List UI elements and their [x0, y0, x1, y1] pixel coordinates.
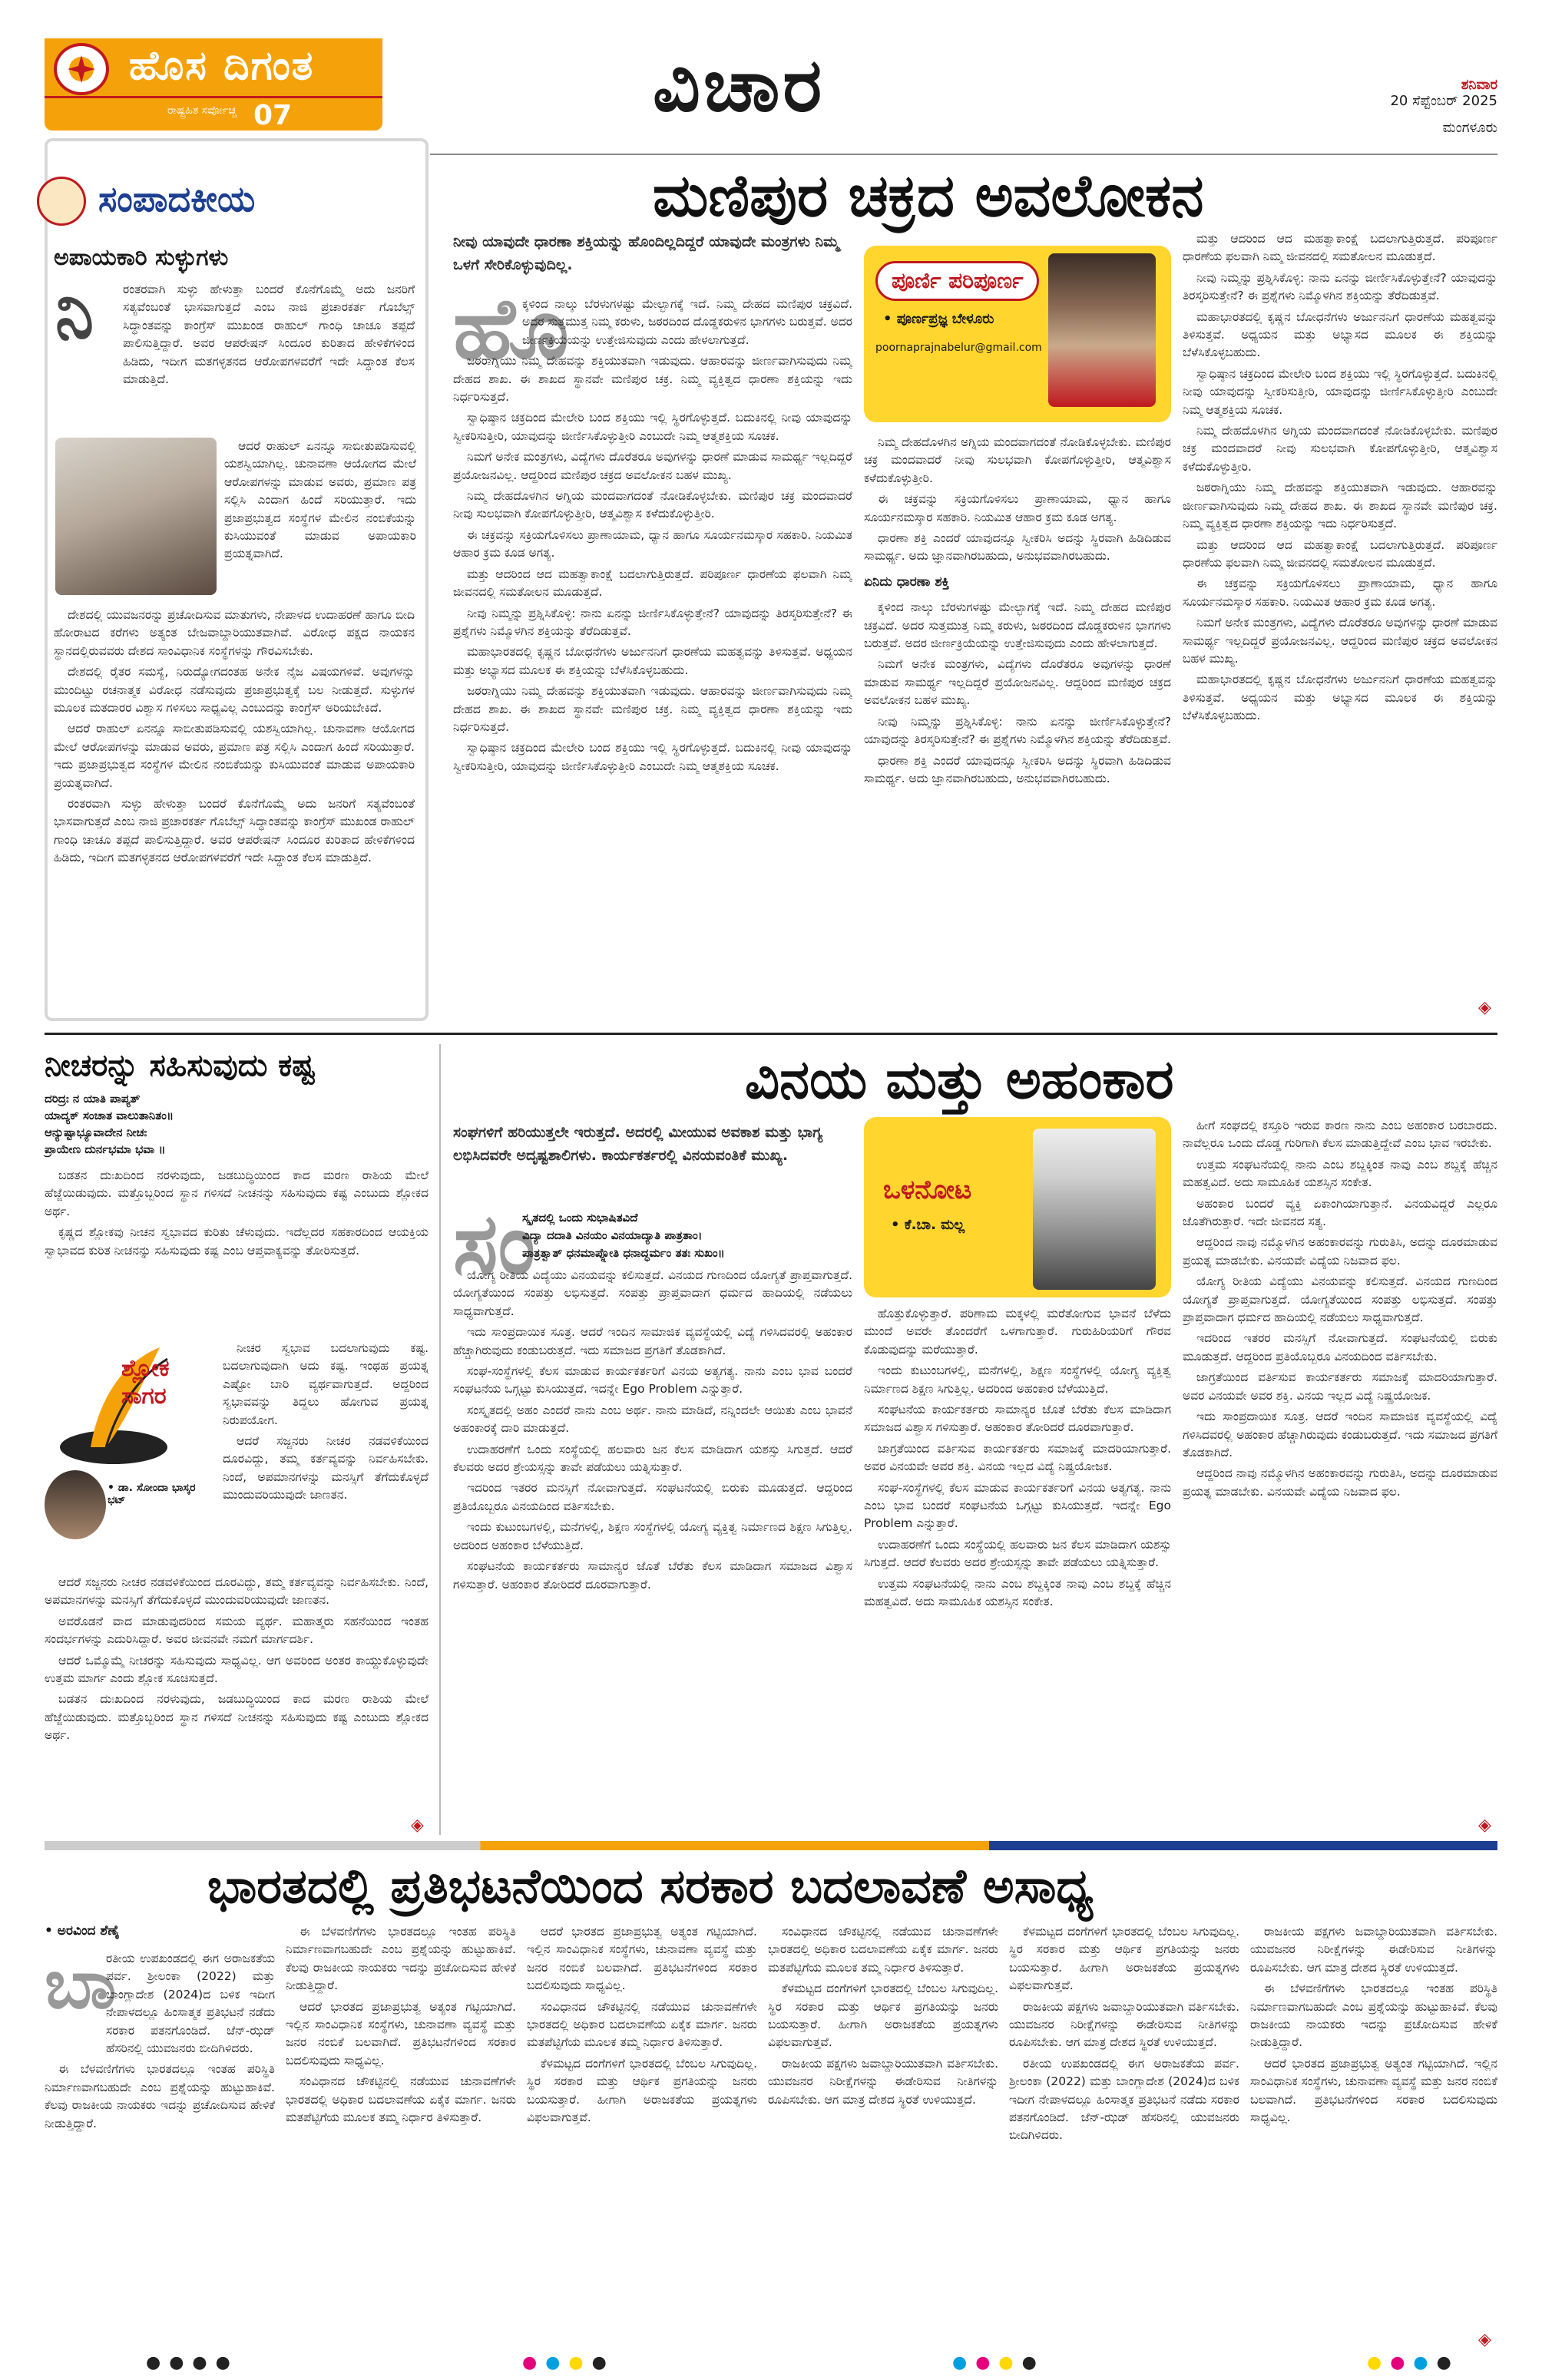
bharata-col4 [768, 1923, 998, 2349]
registration-dots: ● ● ● ● [146, 2353, 232, 2372]
article-end-icon: ◈ [1478, 1816, 1491, 1835]
registration-dots: ● ● ● ● [1367, 2353, 1453, 2372]
date-block [1390, 77, 1497, 136]
editorial-paragraph: ಆದರೆ ರಾಹುಲ್ ಏನನ್ನೂ ಸಾಬೀತುಪಡಿಸುವಲ್ಲಿ ಯಶಸ್ವಿಯಾಗಿಲ್ಲ. ಚುನಾವಣಾ ಆಯೋಗದ ಮೇಲೆ ಆರೋಪಗಳನ್ನು ಮಾಡುವ ಅವರು, ಪ್ರಮಾಣ ಪತ್ರ ಸಲ್ಲಿಸಿ ಎಂದಾಗ ಹಿಂದೆ ಸರಿಯುತ್ತಾರೆ. ಇದು ಪ್ರಜಾಪ್ರಭುತ್ವದ ಸಂಸ್ಥೆಗಳ ಮೇಲಿನ ನಂಬಿಕೆಯನ್ನು ಕುಸಿಯುವಂತೆ ಮಾಡುವ ಅಪಾಯಕಾರಿ ಪ್ರಯತ್ನವಾಗಿದೆ. [54, 722, 415, 790]
shloka-paragraph: ಅವರೊಡನೆ ವಾದ ಮಾಡುವುದರಿಂದ ಸಮಯ ವ್ಯರ್ಥ. ಮಹಾತ್ಮರು ಸಹನೆಯಿಂದ ಇಂತಹ ಸಂದರ್ಭಗಳನ್ನು ಎದುರಿಸಿದ್ದಾರೆ. ಅವರ ಜೀವನವೇ ನಮಗೆ ಮಾರ್ಗದರ್ಶಿ. [45, 1614, 429, 1647]
manipur-paragraph: ಸ್ವಾಧಿಷ್ಠಾನ ಚಕ್ರದಿಂದ ಮೇಲೇರಿ ಬಂದ ಶಕ್ತಿಯು ಇಲ್ಲಿ ಸ್ಥಿರಗೊಳ್ಳುತ್ತದೆ. ಬದುಕಿನಲ್ಲಿ ನೀವು ಯಾವುದನ್ನು ಸ್ವೀಕರಿಸುತ್ತೀರಿ, ಯಾವುದನ್ನು ಜೀರ್ಣಿಸಿಕೊಳ್ಳುತ್ತೀರಿ ಎಂಬುದೇ ನಿಮ್ಮ ಆತ್ಮಶಕ್ತಿಯ ಸೂಚಕ. [1183, 366, 1497, 417]
editorial-paragraph: ಆದರೆ ರಾಹುಲ್ ಏನನ್ನೂ ಸಾಬೀತುಪಡಿಸುವಲ್ಲಿ ಯಶಸ್ವಿಯಾಗಿಲ್ಲ. ಚುನಾವಣಾ ಆಯೋಗದ ಮೇಲೆ ಆರೋಪಗಳನ್ನು ಮಾಡುವ ಅವರು, ಪ್ರಮಾಣ ಪತ್ರ ಸಲ್ಲಿಸಿ ಎಂದಾಗ ಹಿಂದೆ ಸರಿಯುತ್ತಾರೆ. ಇದು ಪ್ರಜಾಪ್ರಭುತ್ವದ ಸಂಸ್ಥೆಗಳ ಮೇಲಿನ ನಂಬಿಕೆಯನ್ನು ಕುಸಿಯುವಂತೆ ಮಾಡುವ ಅಪಾಯಕಾರಿ ಪ್ರಯತ್ನವಾಗಿದೆ. [224, 439, 416, 561]
manipur-paragraph: ಜಠರಾಗ್ನಿಯು ನಿಮ್ಮ ದೇಹವನ್ನು ಶಕ್ತಿಯುತವಾಗಿ ಇಡುವುದು. ಆಹಾರವನ್ನು ಜೀರ್ಣವಾಗಿಸುವುದು ನಿಮ್ಮ ದೇಹದ ಶಾಖ. ಈ ಶಾಖದ ಸ್ಥಾನವೇ ಮಣಿಪುರ ಚಕ್ರ. ನಿಮ್ಮ ವ್ಯಕ್ತಿತ್ವದ ಧಾರಣಾ ಶಕ್ತಿಯನ್ನು ಇದು ನಿರ್ಧರಿಸುತ್ತದೆ. [453, 354, 852, 405]
manipur-paragraph: ಮಹಾಭಾರತದಲ್ಲಿ ಕೃಷ್ಣನ ಬೋಧನೆಗಳು ಅರ್ಜುನನಿಗೆ ಧಾರಣೆಯ ಮಹತ್ವವನ್ನು ತಿಳಿಸುತ್ತವೆ. ಅಧ್ಯಯನ ಮತ್ತು ಅಭ್ಯಾಸದ ಮೂಲಕ ಈ ಶಕ್ತಿಯನ್ನು ಬೆಳೆಸಿಕೊಳ್ಳಬಹುದು. [1183, 309, 1497, 360]
vinaya-paragraph: ಇದು ಸಾಂಪ್ರದಾಯಿಕ ಸೂತ್ರ. ಆದರೆ ಇಂದಿನ ಸಾಮಾಜಿಕ ವ್ಯವಸ್ಥೆಯಲ್ಲಿ ವಿದ್ಯೆ ಗಳಿಸಿದವರಲ್ಲಿ ಅಹಂಕಾರ ಹೆಚ್ಚಾಗಿರುವುದು ಕಂಡುಬರುತ್ತದೆ. ಇದು ಸಮಾಜದ ಪ್ರಗತಿಗೆ ತೊಡಕಾಗಿದೆ. [453, 1325, 852, 1357]
vinaya-paragraph: ಇದರಿಂದ ಇತರರ ಮನಸ್ಸಿಗೆ ನೋವಾಗುತ್ತದೆ. ಸಂಘಟನೆಯಲ್ಲಿ ಬಿರುಕು ಮೂಡುತ್ತದೆ. ಆದ್ದರಿಂದ ಪ್ರತಿಯೊಬ್ಬರೂ ವಿನಯದಿಂದ ವರ್ತಿಸಬೇಕು. [453, 1481, 852, 1513]
manipur-paragraph: ನೀವು ನಿಮ್ಮನ್ನು ಪ್ರಶ್ನಿಸಿಕೊಳ್ಳಿ: ನಾನು ಏನನ್ನು ಜೀರ್ಣಿಸಿಕೊಳ್ಳುತ್ತೇನೆ? ಯಾವುದನ್ನು ತಿರಸ್ಕರಿಸುತ್ತೇನೆ? ಈ ಪ್ರಶ್ನೆಗಳು ನಿಮ್ಮೊಳಗಿನ ಶಕ್ತಿಯನ್ನು ತೆರೆದಿಡುತ್ತವೆ. [453, 606, 852, 638]
shloka-side-text [223, 1340, 429, 1570]
bharata-headline: ಭಾರತದಲ್ಲಿ ಪ್ರತಿಭಟನೆಯಿಂದ ಸರಕಾರ ಬದಲಾವಣೆ ಅಸಾಧ್ಯ [207, 1858, 1094, 1914]
bharata-paragraph: ಆದರೆ ಭಾರತದ ಪ್ರಜಾಪ್ರಭುತ್ವ ಅತ್ಯಂತ ಗಟ್ಟಿಯಾಗಿದೆ. ಇಲ್ಲಿನ ಸಾಂವಿಧಾನಿಕ ಸಂಸ್ಥೆಗಳು, ಚುನಾವಣಾ ವ್ಯವಸ್ಥೆ ಮತ್ತು ಜನರ ನಂಬಿಕೆ ಬಲವಾಗಿದೆ. ಪ್ರತಿಭಟನೆಗಳಿಂದ ಸರಕಾರ ಬದಲಿಸುವುದು ಸಾಧ್ಯವಿಲ್ಲ. [286, 1999, 516, 2068]
registration-dots: ● ● ● ● [522, 2353, 608, 2372]
bharata-paragraph: ರತೀಯ ಉಪಖಂಡದಲ್ಲಿ ಈಗ ಅರಾಜಕತೆಯ ಪರ್ವ. ಶ್ರೀಲಂಕಾ (2022) ಮತ್ತು ಬಾಂಗ್ಲಾದೇಶ (2024)ದ ಬಳಿಕ ಇದೀಗ ನೇಪಾಳದಲ್ಲೂ ಹಿಂಸಾತ್ಮಕ ಪ್ರತಿಭಟನೆ ನಡೆದು ಸರಕಾರ ಪತನಗೊಂಡಿದೆ. ಜೆನ್-ಝಡ್ ಹೆಸರಿನಲ್ಲಿ ಯುವಜನರು ಬೀದಿಗಿಳಿದರು. [1009, 2056, 1239, 2143]
vinaya-paragraph: ಸಂಸ್ಕೃತದಲ್ಲಿ ಅಹಂ ಎಂದರೆ ನಾನು ಎಂಬ ಅರ್ಥ. ನಾನು ಮಾಡಿದೆ, ನನ್ನಿಂದಲೇ ಆಯಿತು ಎಂಬ ಭಾವನೆ ಅಹಂಕಾರಕ್ಕೆ ದಾರಿ ಮಾಡುತ್ತದೆ. [453, 1403, 852, 1436]
manipur-paragraph: ಮಹಾಭಾರತದಲ್ಲಿ ಕೃಷ್ಣನ ಬೋಧನೆಗಳು ಅರ್ಜುನನಿಗೆ ಧಾರಣೆಯ ಮಹತ್ವವನ್ನು ತಿಳಿಸುತ್ತವೆ. ಅಧ್ಯಯನ ಮತ್ತು ಅಭ್ಯಾಸದ ಮೂಲಕ ಈ ಶಕ್ತಿಯನ್ನು ಬೆಳೆಸಿಕೊಳ್ಳಬಹುದು. [1183, 673, 1497, 723]
manipur-paragraph: ನೀವು ನಿಮ್ಮನ್ನು ಪ್ರಶ್ನಿಸಿಕೊಳ್ಳಿ: ನಾನು ಏನನ್ನು ಜೀರ್ಣಿಸಿಕೊಳ್ಳುತ್ತೇನೆ? ಯಾವುದನ್ನು ತಿರಸ್ಕರಿಸುತ್ತೇನೆ? ಈ ಪ್ರಶ್ನೆಗಳು ನಿಮ್ಮೊಳಗಿನ ಶಕ್ತಿಯನ್ನು ತೆರೆದಿಡುತ್ತವೆ. [1183, 270, 1497, 303]
vinaya-paragraph: ಇಂದು ಕುಟುಂಬಗಳಲ್ಲಿ, ಮನೆಗಳಲ್ಲಿ, ಶಿಕ್ಷಣ ಸಂಸ್ಥೆಗಳಲ್ಲಿ ಯೋಗ್ಯ ವ್ಯಕ್ತಿತ್ವ ನಿರ್ಮಾಣದ ಶಿಕ್ಷಣ ಸಿಗುತ್ತಿಲ್ಲ. ಅದರಿಂದ ಅಹಂಕಾರ ಬೆಳೆಯುತ್ತಿದೆ. [864, 1364, 1171, 1396]
bharata-author: • ಅರವಿಂದ ಶೆಣೈ [45, 1923, 120, 1939]
section-title: ವಿಚಾರ [653, 42, 826, 128]
shloka-author-card [45, 1340, 213, 1570]
vinaya-paragraph: ಹೀಗೆ ಸಂಘದಲ್ಲಿ ಕಸ್ತೂರಿ ಇರುವ ಕಾರಣ ನಾನು ಎಂಬ ಅಹಂಕಾರ ಬರಬಾರದು. ನಾವೆಲ್ಲರೂ ಒಂದು ದೊಡ್ಡ ಗುರಿಗಾಗಿ ಕೆಲಸ ಮಾಡುತ್ತಿದ್ದೇವೆ ಎಂಬ ಭಾವ ಇರಬೇಕು. [1183, 1119, 1497, 1151]
shloka-paragraph: ಕೃಷ್ಣದ ಶ್ಲೋಕವು ನೀಚನ ಸ್ವಭಾವದ ಕುರಿತು ಚೆಳುವುದು. ಇದೆಲ್ಲದರ ಸಹಕಾರದಿಂದ ಆಯಕ್ತಿಯ ಸ್ವಾಭಾವದ ಕುರಿತ ನೀಚನನ್ನು ಸಹಿಸುವುದು ಕಷ್ಟ ಎಂಬ ಆಪ್ತವಾಕ್ಯವನ್ನು ತೋರಿಸುತ್ತದೆ. [45, 1225, 429, 1258]
vinaya-paragraph: ಆದ್ದರಿಂದ ನಾವು ನಮ್ಮೊಳಗಿನ ಅಹಂಕಾರವನ್ನು ಗುರುತಿಸಿ, ಅದನ್ನು ದೂರಮಾಡುವ ಪ್ರಯತ್ನ ಮಾಡಬೇಕು. ವಿನಯವೇ ವಿದ್ಯೆಯ ನಿಜವಾದ ಫಲ. [1183, 1235, 1497, 1268]
color-strip [45, 1841, 1497, 1850]
manipur-column-label: ಪೂರ್ಣಿ ಪರಿಪೂರ್ಣ [875, 261, 1039, 301]
shloka-paragraph: ಆದರೆ ಒಮ್ಮೊಮ್ಮೆ ನೀಚರನ್ನು ಸಹಿಸುವುದು ಸಾಧ್ಯವಿಲ್ಲ. ಆಗ ಅವರಿಂದ ಅಂತರ ಕಾಯ್ದುಕೊಳ್ಳುವುದೇ ಉತ್ತಮ ಮಾರ್ಗ ಎಂದು ಶ್ಲೋಕ ಸೂಚಿಸುತ್ತದೆ. [45, 1653, 429, 1686]
manipur-author-photo [1048, 253, 1156, 407]
vinaya-paragraph: ಆದ್ದರಿಂದ ನಾವು ನಮ್ಮೊಳಗಿನ ಅಹಂಕಾರವನ್ನು ಗುರುತಿಸಿ, ಅದನ್ನು ದೂರಮಾಡುವ ಪ್ರಯತ್ನ ಮಾಡಬೇಕು. ವಿನಯವೇ ವಿದ್ಯೆಯ ನಿಜವಾದ ಫಲ. [1183, 1466, 1497, 1499]
shloka-author-photo [45, 1470, 106, 1539]
bharata-paragraph: ರಾಜಕೀಯ ಪಕ್ಷಗಳು ಜವಾಬ್ದಾರಿಯುತವಾಗಿ ವರ್ತಿಸಬೇಕು. ಯುವಜನರ ನಿರೀಕ್ಷೆಗಳನ್ನು ಈಡೇರಿಸುವ ನೀತಿಗಳನ್ನು ರೂಪಿಸಬೇಕು. ಆಗ ಮಾತ್ರ ದೇಶದ ಸ್ಥಿರತೆ ಉಳಿಯುತ್ತದೆ. [1009, 1999, 1239, 2050]
bharata-col1 [45, 1950, 275, 2349]
vinaya-paragraph: ಜಾಗ್ರತೆಯಿಂದ ವರ್ತಿಸುವ ಕಾರ್ಯಕರ್ತರು ಸಮಾಜಕ್ಕೆ ಮಾದರಿಯಾಗುತ್ತಾರೆ. ಅವರ ವಿನಯವೇ ಅವರ ಶಕ್ತಿ. ವಿನಯ ಇಲ್ಲದ ವಿದ್ಯೆ ನಿಷ್ಪ್ರಯೋಜಕ. [864, 1441, 1171, 1474]
vinaya-headline: ವಿನಯ ಮತ್ತು ಅಹಂಕಾರ [745, 1048, 1174, 1111]
bharata-paragraph: ಕೆಳಮಟ್ಟದ ದಂಗೆಗಳಿಗೆ ಭಾರತದಲ್ಲಿ ಬೆಂಬಲ ಸಿಗುವುದಿಲ್ಲ. ಸ್ಥಿರ ಸರಕಾರ ಮತ್ತು ಆರ್ಥಿಕ ಪ್ರಗತಿಯನ್ನು ಜನರು ಬಯಸುತ್ತಾರೆ. ಹೀಗಾಗಿ ಅರಾಜಕತೆಯ ಪ್ರಯತ್ನಗಳು ವಿಫಲವಾಗುತ್ತವೆ. [768, 1982, 998, 2050]
vinaya-author-photo [1033, 1129, 1156, 1290]
editorial-emblem-icon [37, 177, 86, 226]
manipur-paragraph: ಜಠರಾಗ್ನಿಯು ನಿಮ್ಮ ದೇಹವನ್ನು ಶಕ್ತಿಯುತವಾಗಿ ಇಡುವುದು. ಆಹಾರವನ್ನು ಜೀರ್ಣವಾಗಿಸುವುದು ನಿಮ್ಮ ದೇಹದ ಶಾಖ. ಈ ಶಾಖದ ಸ್ಥಾನವೇ ಮಣಿಪುರ ಚಕ್ರ. ನಿಮ್ಮ ವ್ಯಕ್ತಿತ್ವದ ಧಾರಣಾ ಶಕ್ತಿಯನ್ನು ಇದು ನಿರ್ಧರಿಸುತ್ತದೆ. [453, 684, 852, 734]
shloka-paragraph: ನೀಚರ ಸ್ವಭಾವ ಬದಲಾಗುವುದು ಕಷ್ಟ. ಬದಲಾಗುವುದಾಗಿ ಅದು ಕಷ್ಟ. ಇಂಥಹ ಪ್ರಯತ್ನ ಎಷ್ಟೋ ಬಾರಿ ವ್ಯರ್ಥವಾಗುತ್ತದೆ. ಅದ್ದರಿಂದ ಸ್ವಭಾವವನ್ನು ತಿದ್ದಲು ಹೋಗುವ ಪ್ರಯತ್ನ ನಿರುಪಯೋಗ. [223, 1341, 429, 1427]
editorial-paragraph: ರಂತರವಾಗಿ ಸುಳ್ಳು ಹೇಳುತ್ತಾ ಬಂದರೆ ಕೊನೆಗೊಮ್ಮೆ ಅದು ಜನರಿಗೆ ಸತ್ಯವೆಂಬಂತೆ ಭಾಸವಾಗುತ್ತದೆ ಎಂಬ ನಾಜಿ ಪ್ರಚಾರಕರ್ತ ಗೊಬೆಲ್ಸ್ ಸಿದ್ಧಾಂತವನ್ನು ಕಾಂಗ್ರೆಸ್ ಮುಖಂಡ ರಾಹುಲ್ ಗಾಂಧಿ ಚಾಚೂ ತಪ್ಪದೆ ಪಾಲಿಸುತ್ತಿದ್ದಾರೆ. ಅವರ ಆಪರೇಷನ್ ಸಿಂದೂರ ಕುರಿತಾದ ಹೇಳಿಕೆಗಳಿಂದ ಹಿಡಿದು, ಇದೀಗ ಮತಗಳ್ಳತನದ ಆರೋಪಗಳವರೆಗೆ ಇದೇ ಸಿದ್ಧಾಂತ ಕೆಲಸ ಮಾಡುತ್ತಿದೆ. [54, 797, 415, 865]
vinaya-paragraph: ಜಾಗ್ರತೆಯಿಂದ ವರ್ತಿಸುವ ಕಾರ್ಯಕರ್ತರು ಸಮಾಜಕ್ಕೆ ಮಾದರಿಯಾಗುತ್ತಾರೆ. ಅವರ ವಿನಯವೇ ಅವರ ಶಕ್ತಿ. ವಿನಯ ಇಲ್ಲದ ವಿದ್ಯೆ ನಿಷ್ಪ್ರಯೋಜಕ. [1183, 1370, 1497, 1403]
rahul-gandhi-photo [55, 438, 217, 595]
vinaya-verse [522, 1209, 852, 1262]
page-number: 07 [253, 100, 293, 131]
manipur-paragraph: ಕ್ಕಳಿಂದ ನಾಲ್ಕು ಬೆರಳುಗಳಷ್ಟು ಮೇಲ್ಭಾಗಕ್ಕೆ ಇದೆ. ನಿಮ್ಮ ದೇಹದ ಮಣಿಪುರ ಚಕ್ರವಿದೆ. ಅದರ ಸುತ್ತಮುತ್ತ ನಿಮ್ಮ ಕರುಳು, ಜಠರದಿಂದ ದೊಡ್ಡಕರುಳಿನ ಭಾಗಗಳು ಬರುತ್ತವೆ. ಅದರ ಜೀರ್ಣಕ್ರಿಯೆಯನ್ನು ಉತ್ತೇಜಿಸುವುದು ಎಂದು ಹೇಳಲಾಗುತ್ತದೆ. [522, 297, 852, 347]
vinaya-paragraph: ಉತ್ತಮ ಸಂಘಟನೆಯಲ್ಲಿ ನಾನು ಎಂಬ ಶಬ್ದಕ್ಕಿಂತ ನಾವು ಎಂಬ ಶಬ್ದಕ್ಕೆ ಹೆಚ್ಚಿನ ಮಹತ್ವವಿದೆ. ಅದು ಸಾಮೂಹಿಕ ಯಶಸ್ಸಿನ ಸಂಕೇತ. [864, 1576, 1171, 1609]
vinaya-dropcap: ಸಂ [453, 1195, 536, 1293]
date-label: 20 ಸೆಪ್ಟೆಂಬರ್ 2025 [1390, 93, 1497, 109]
verse-line: ದರಿದ್ರಃ ನ ಯಾತಿ ಪಾಪ್ಯತ್ [45, 1092, 141, 1106]
bharata-paragraph: ಈ ಬೆಳವಣಿಗೆಗಳು ಭಾರತದಲ್ಲೂ ಇಂತಹ ಪರಿಸ್ಥಿತಿ ನಿರ್ಮಾಣವಾಗಬಹುದೇ ಎಂಬ ಪ್ರಶ್ನೆಯನ್ನು ಹುಟ್ಟುಹಾಕಿವೆ. ಕೆಲವು ರಾಜಕೀಯ ನಾಯಕರು ಇದನ್ನು ಪ್ರಚೋದಿಸುವ ಹೇಳಿಕೆ ನೀಡುತ್ತಿದ್ದಾರೆ. [45, 2062, 275, 2130]
shloka-paragraph: ಬಡತನ ದುಃಖದಿಂದ ನರಳುವುದು, ಜಡಬುದ್ಧಿಯಿಂದ ಕಾದ ಮರಣ ರಾಶಿಯ ಮೇಲೆ ಹೆಜ್ಜೆಯಿಡುವುದು. ಮತ್ತೊಬ್ಬರಿಂದ ಸ್ಥಾನ ಗಳಿಸದೆ ನೀಚನನ್ನು ಸಹಿಸುವುದು ಕಷ್ಟ ಎಂಬುದು ಶ್ಲೋಕದ ಅರ್ಥ. [45, 1169, 429, 1218]
shloka-author: • ಡಾ. ಸೋಂದಾ ಭಾಸ್ಕರ ಭಟ್ [108, 1482, 196, 1506]
bharata-paragraph: ಆದರೆ ಭಾರತದ ಪ್ರಜಾಪ್ರಭುತ್ವ ಅತ್ಯಂತ ಗಟ್ಟಿಯಾಗಿದೆ. ಇಲ್ಲಿನ ಸಾಂವಿಧಾನಿಕ ಸಂಸ್ಥೆಗಳು, ಚುನಾವಣಾ ವ್ಯವಸ್ಥೆ ಮತ್ತು ಜನರ ನಂಬಿಕೆ ಬಲವಾಗಿದೆ. ಪ್ರತಿಭಟನೆಗಳಿಂದ ಸರಕಾರ ಬದಲಿಸುವುದು ಸಾಧ್ಯವಿಲ್ಲ. [1250, 2056, 1497, 2125]
vinaya-column-label: ಒಳನೋಟ [883, 1175, 972, 1205]
masthead-rule [430, 154, 1497, 155]
bharata-paragraph: ಕೆಳಮಟ್ಟದ ದಂಗೆಗಳಿಗೆ ಭಾರತದಲ್ಲಿ ಬೆಂಬಲ ಸಿಗುವುದಿಲ್ಲ. ಸ್ಥಿರ ಸರಕಾರ ಮತ್ತು ಆರ್ಥಿಕ ಪ್ರಗತಿಯನ್ನು ಜನರು ಬಯಸುತ್ತಾರೆ. ಹೀಗಾಗಿ ಅರಾಜಕತೆಯ ಪ್ರಯತ್ನಗಳು ವಿಫಲವಾಗುತ್ತವೆ. [1009, 1925, 1239, 1993]
manipur-paragraph: ಈ ಚಕ್ರವನ್ನು ಸಕ್ರಿಯಗೊಳಿಸಲು ಪ್ರಾಣಾಯಾಮ, ಧ್ಯಾನ ಹಾಗೂ ಸೂರ್ಯನಮಸ್ಕಾರ ಸಹಕಾರಿ. ನಿಯಮಿತ ಆಹಾರ ಕ್ರಮ ಕೂಡ ಅಗತ್ಯ. [1183, 577, 1497, 609]
shloka-body [45, 1574, 429, 1835]
manipur-paragraph: ಸ್ವಾಧಿಷ್ಠಾನ ಚಕ್ರದಿಂದ ಮೇಲೇರಿ ಬಂದ ಶಕ್ತಿಯು ಇಲ್ಲಿ ಸ್ಥಿರಗೊಳ್ಳುತ್ತದೆ. ಬದುಕಿನಲ್ಲಿ ನೀವು ಯಾವುದನ್ನು ಸ್ವೀಕರಿಸುತ್ತೀರಿ, ಯಾವುದನ್ನು ಜೀರ್ಣಿಸಿಕೊಳ್ಳುತ್ತೀರಿ ಎಂಬುದೇ ನಿಮ್ಮ ಆತ್ಮಶಕ್ತಿಯ ಸೂಚಕ. [453, 741, 852, 773]
vinaya-paragraph: ಇಂದು ಕುಟುಂಬಗಳಲ್ಲಿ, ಮನೆಗಳಲ್ಲಿ, ಶಿಕ್ಷಣ ಸಂಸ್ಥೆಗಳಲ್ಲಿ ಯೋಗ್ಯ ವ್ಯಕ್ತಿತ್ವ ನಿರ್ಮಾಣದ ಶಿಕ್ಷಣ ಸಿಗುತ್ತಿಲ್ಲ. ಅದರಿಂದ ಅಹಂಕಾರ ಬೆಳೆಯುತ್ತಿದೆ. [453, 1520, 852, 1552]
shloka-paragraph: ಆದರೆ ಸಜ್ಜನರು ನೀಚರ ನಡವಳಿಕೆಯಿಂದ ದೂರವಿದ್ದು, ತಮ್ಮ ಕರ್ತವ್ಯವನ್ನು ನಿರ್ವಹಿಸಬೇಕು. ನಿಂದೆ, ಅಪಮಾನಗಳನ್ನು ಮನಸ್ಸಿಗೆ ತೆಗೆದುಕೊಳ್ಳದೆ ಮುಂದುವರಿಯುವುದೇ ಜಾಣತನ. [45, 1575, 429, 1608]
bharata-dropcap: ಬಾ [45, 1944, 117, 2025]
bharata-paragraph: ಸಂವಿಧಾನದ ಚೌಕಟ್ಟಿನಲ್ಲಿ ನಡೆಯುವ ಚುನಾವಣೆಗಳೇ ಭಾರತದಲ್ಲಿ ಅಧಿಕಾರ ಬದಲಾವಣೆಯ ಏಕೈಕ ಮಾರ್ಗ. ಜನರು ಮತಪೆಟ್ಟಿಗೆಯ ಮೂಲಕ ತಮ್ಮ ನಿರ್ಧಾರ ತಿಳಿಸುತ್ತಾರೆ. [286, 2074, 516, 2125]
manipur-paragraph: ನೀವು ನಿಮ್ಮನ್ನು ಪ್ರಶ್ನಿಸಿಕೊಳ್ಳಿ: ನಾನು ಏನನ್ನು ಜೀರ್ಣಿಸಿಕೊಳ್ಳುತ್ತೇನೆ? ಯಾವುದನ್ನು ತಿರಸ್ಕರಿಸುತ್ತೇನೆ? ಈ ಪ್ರಶ್ನೆಗಳು ನಿಮ್ಮೊಳಗಿನ ಶಕ್ತಿಯನ್ನು ತೆರೆದಿಡುತ್ತವೆ. [864, 714, 1171, 747]
manipur-email: poornaprajnabelur@gmail.com [875, 342, 1042, 354]
bharata-paragraph: ರಾಜಕೀಯ ಪಕ್ಷಗಳು ಜವಾಬ್ದಾರಿಯುತವಾಗಿ ವರ್ತಿಸಬೇಕು. ಯುವಜನರ ನಿರೀಕ್ಷೆಗಳನ್ನು ಈಡೇರಿಸುವ ನೀತಿಗಳನ್ನು ರೂಪಿಸಬೇಕು. ಆಗ ಮಾತ್ರ ದೇಶದ ಸ್ಥಿರತೆ ಉಳಿಯುತ್ತದೆ. [768, 2056, 998, 2107]
vinaya-paragraph: ಉದಾಹರಣೆಗೆ ಒಂದು ಸಂಸ್ಥೆಯಲ್ಲಿ ಹಲವಾರು ಜನ ಕೆಲಸ ಮಾಡಿದಾಗ ಯಶಸ್ಸು ಸಿಗುತ್ತದೆ. ಆದರೆ ಕೆಲವರು ಅದರ ಶ್ರೇಯಸ್ಸನ್ನು ತಾವೇ ಪಡೆಯಲು ಯತ್ನಿಸುತ್ತಾರೆ. [453, 1442, 852, 1475]
shloka-heading: ನೀಚರನ್ನು ಸಹಿಸುವುದು ಕಷ್ಟ [45, 1048, 316, 1083]
vinaya-paragraph: ಇದು ಸಾಂಪ್ರದಾಯಿಕ ಸೂತ್ರ. ಆದರೆ ಇಂದಿನ ಸಾಮಾಜಿಕ ವ್ಯವಸ್ಥೆಯಲ್ಲಿ ವಿದ್ಯೆ ಗಳಿಸಿದವರಲ್ಲಿ ಅಹಂಕಾರ ಹೆಚ್ಚಾಗಿರುವುದು ಕಂಡುಬರುತ್ತದೆ. ಇದು ಸಮಾಜದ ಪ್ರಗತಿಗೆ ತೊಡಕಾಗಿದೆ. [1183, 1410, 1497, 1459]
bharata-col5 [1009, 1923, 1239, 2349]
editorial-body-3 [54, 607, 415, 1013]
manipur-paragraph: ಮಹಾಭಾರತದಲ್ಲಿ ಕೃಷ್ಣನ ಬೋಧನೆಗಳು ಅರ್ಜುನನಿಗೆ ಧಾರಣೆಯ ಮಹತ್ವವನ್ನು ತಿಳಿಸುತ್ತವೆ. ಅಧ್ಯಯನ ಮತ್ತು ಅಭ್ಯಾಸದ ಮೂಲಕ ಈ ಶಕ್ತಿಯನ್ನು ಬೆಳೆಸಿಕೊಳ್ಳಬಹುದು. [453, 645, 852, 677]
vinaya-paragraph: ಉದಾಹರಣೆಗೆ ಒಂದು ಸಂಸ್ಥೆಯಲ್ಲಿ ಹಲವಾರು ಜನ ಕೆಲಸ ಮಾಡಿದಾಗ ಯಶಸ್ಸು ಸಿಗುತ್ತದೆ. ಆದರೆ ಕೆಲವರು ಅದರ ಶ್ರೇಯಸ್ಸನ್ನು ತಾವೇ ಪಡೆಯಲು ಯತ್ನಿಸುತ್ತಾರೆ. [864, 1537, 1171, 1570]
vinaya-paragraph: ಉತ್ತಮ ಸಂಘಟನೆಯಲ್ಲಿ ನಾನು ಎಂಬ ಶಬ್ದಕ್ಕಿಂತ ನಾವು ಎಂಬ ಶಬ್ದಕ್ಕೆ ಹೆಚ್ಚಿನ ಮಹತ್ವವಿದೆ. ಅದು ಸಾಮೂಹಿಕ ಯಶಸ್ಸಿನ ಸಂಕೇತ. [1183, 1157, 1497, 1190]
bharata-paragraph: ಸಂವಿಧಾನದ ಚೌಕಟ್ಟಿನಲ್ಲಿ ನಡೆಯುವ ಚುನಾವಣೆಗಳೇ ಭಾರತದಲ್ಲಿ ಅಧಿಕಾರ ಬದಲಾವಣೆಯ ಏಕೈಕ ಮಾರ್ಗ. ಜನರು ಮತಪೆಟ್ಟಿಗೆಯ ಮೂಲಕ ತಮ್ಮ ನಿರ್ಧಾರ ತಿಳಿಸುತ್ತಾರೆ. [768, 1925, 998, 1975]
column-divider [439, 1044, 441, 1835]
bharata-paragraph: ರಾಜಕೀಯ ಪಕ್ಷಗಳು ಜವಾಬ್ದಾರಿಯುತವಾಗಿ ವರ್ತಿಸಬೇಕು. ಯುವಜನರ ನಿರೀಕ್ಷೆಗಳನ್ನು ಈಡೇರಿಸುವ ನೀತಿಗಳನ್ನು ರೂಪಿಸಬೇಕು. ಆಗ ಮಾತ್ರ ದೇಶದ ಸ್ಥಿರತೆ ಉಳಿಯುತ್ತದೆ. [1250, 1925, 1497, 1975]
verse-line: ಪ್ರಾಯೇಣ ದುರ್ನಭಮಾ ಭವಾ ॥ [45, 1142, 166, 1156]
verse-line: ವಿದ್ಯಾ ದದಾತಿ ವಿನಯಂ ವಿನಯಾದ್ಯಾತಿ ಪಾತ್ರತಾಂ। [522, 1228, 703, 1242]
manipur-author: • ಪೂರ್ಣಪ್ರಜ್ಞ ಬೇಳೂರು [883, 311, 994, 327]
editorial-heading: ಅಪಾಯಕಾರಿ ಸುಳ್ಳುಗಳು [54, 244, 229, 271]
bharata-col2 [286, 1923, 516, 2349]
manipur-paragraph: ಸ್ವಾಧಿಷ್ಠಾನ ಚಕ್ರದಿಂದ ಮೇಲೇರಿ ಬಂದ ಶಕ್ತಿಯು ಇಲ್ಲಿ ಸ್ಥಿರಗೊಳ್ಳುತ್ತದೆ. ಬದುಕಿನಲ್ಲಿ ನೀವು ಯಾವುದನ್ನು ಸ್ವೀಕರಿಸುತ್ತೀರಿ, ಯಾವುದನ್ನು ಜೀರ್ಣಿಸಿಕೊಳ್ಳುತ್ತೀರಿ ಎಂಬುದೇ ನಿಮ್ಮ ಆತ್ಮಶಕ್ತಿಯ ಸೂಚಕ. [453, 411, 852, 443]
manipur-paragraph: ನಿಮ್ಮ ದೇಹದೊಳಗಿನ ಅಗ್ನಿಯ ಮಂದವಾಗದಂತೆ ನೋಡಿಕೊಳ್ಳಬೇಕು. ಮಣಿಪುರ ಚಕ್ರ ಮಂದವಾದರೆ ನೀವು ಸುಲಭವಾಗಿ ಕೋಪಗೊಳ್ಳುತ್ತೀರಿ, ಆತ್ಮವಿಶ್ವಾಸ ಕಳೆದುಕೊಳ್ಳುತ್ತೀರಿ. [864, 435, 1171, 485]
manipur-col1 [453, 296, 852, 1017]
vinaya-paragraph: ಇದರಿಂದ ಇತರರ ಮನಸ್ಸಿಗೆ ನೋವಾಗುತ್ತದೆ. ಸಂಘಟನೆಯಲ್ಲಿ ಬಿರುಕು ಮೂಡುತ್ತದೆ. ಆದ್ದರಿಂದ ಪ್ರತಿಯೊಬ್ಬರೂ ವಿನಯದಿಂದ ವರ್ತಿಸಬೇಕು. [1183, 1331, 1497, 1364]
shloka-column-label: ಶ್ಲೋಕ ಸಾಗರ [121, 1355, 170, 1410]
vinaya-author: • ಕೆ.ಬಾ. ಮಲ್ಲ [891, 1217, 965, 1233]
editorial-paragraph: ದೇಶದಲ್ಲಿ ಯುವಜನರನ್ನು ಪ್ರಚೋದಿಸುವ ಮಾತುಗಳು, ನೇಪಾಳದ ಉದಾಹರಣೆ ಹಾಗೂ ಬೀದಿ ಹೋರಾಟದ ಕರೆಗಳು ಅತ್ಯಂತ ಬೇಜವಾಬ್ದಾರಿಯುತವಾಗಿವೆ. ವಿರೋಧ ಪಕ್ಷದ ನಾಯಕನ ಸ್ಥಾನದಲ್ಲಿರುವವರು ದೇಶದ ಸಾಂವಿಧಾನಿಕ ಸಂಸ್ಥೆಗಳನ್ನು ಗೌರವಿಸಬೇಕು. [54, 608, 415, 658]
vinaya-blurb: ಸಂಘಗಳಿಗೆ ಹರಿಯುತ್ತಲೇ ಇರುತ್ತದೆ. ಅದರಲ್ಲಿ ಮೀಯುವ ಅವಕಾಶ ಮತ್ತು ಭಾಗ್ಯ ಲಭಿಸಿದವರೇ ಅದೃಷ್ಟಶಾಲಿಗಳು. ಕಾರ್ಯಕರ್ತರಲ್ಲಿ ವಿನಯವಂತಿಕೆ ಮುಖ್ಯ. [453, 1124, 823, 1164]
article-end-icon: ◈ [411, 1816, 424, 1835]
manipur-paragraph: ಮತ್ತು ಆದರಿಂದ ಆದ ಮಹತ್ವಾಕಾಂಕ್ಷೆ ಬದಲಾಗುತ್ತಿರುತ್ತದೆ. ಪರಿಪೂರ್ಣ ಧಾರಣೆಯ ಫಲವಾಗಿ ನಿಮ್ಮ ಜೀವನದಲ್ಲಿ ಸಮತೋಲನ ಮೂಡುತ್ತದೆ. [1183, 232, 1497, 264]
logo-tagline: ರಾಷ್ಟ್ರಹಿತ ಸರ್ವೋಚ್ಚ [167, 104, 237, 117]
editorial-label: ಸಂಪಾದಕೀಯ [98, 178, 256, 220]
bharata-col6 [1250, 1923, 1497, 2349]
manipur-paragraph: ಧಾರಣಾ ಶಕ್ತಿ ಎಂದರೆ ಯಾವುದನ್ನೂ ಸ್ವೀಕರಿಸಿ ಅದನ್ನು ಸ್ಥಿರವಾಗಿ ಹಿಡಿದಿಡುವ ಸಾಮರ್ಥ್ಯ. ಅದು ಜ್ಞಾನವಾಗಿರಬಹುದು, ಅನುಭವವಾಗಿರಬಹುದು. [864, 531, 1171, 564]
manipur-paragraph: ನಿಮ್ಮ ದೇಹದೊಳಗಿನ ಅಗ್ನಿಯ ಮಂದವಾಗದಂತೆ ನೋಡಿಕೊಳ್ಳಬೇಕು. ಮಣಿಪುರ ಚಕ್ರ ಮಂದವಾದರೆ ನೀವು ಸುಲಭವಾಗಿ ಕೋಪಗೊಳ್ಳುತ್ತೀರಿ, ಆತ್ಮವಿಶ್ವಾಸ ಕಳೆದುಕೊಳ್ಳುತ್ತೀರಿ. [453, 489, 852, 521]
vinaya-col2 [864, 1305, 1171, 1835]
manipur-paragraph: ಮತ್ತು ಆದರಿಂದ ಆದ ಮಹತ್ವಾಕಾಂಕ್ಷೆ ಬದಲಾಗುತ್ತಿರುತ್ತದೆ. ಪರಿಪೂರ್ಣ ಧಾರಣೆಯ ಫಲವಾಗಿ ನಿಮ್ಮ ಜೀವನದಲ್ಲಿ ಸಮತೋಲನ ಮೂಡುತ್ತದೆ. [1183, 537, 1497, 570]
section-divider [45, 1033, 1497, 1035]
masthead-logo [45, 38, 382, 131]
manipur-paragraph: ನಿಮಗೆ ಅನೇಕ ಮಂತ್ರಗಳು, ವಿದ್ಯೆಗಳು ದೊರೆತರೂ ಅವುಗಳನ್ನು ಧಾರಣೆ ಮಾಡುವ ಸಾಮರ್ಥ್ಯ ಇಲ್ಲದಿದ್ದರೆ ಪ್ರಯೋಜನವಿಲ್ಲ. ಆದ್ದರಿಂದ ಮಣಿಪುರ ಚಕ್ರದ ಅವಲೋಕನ ಬಹಳ ಮುಖ್ಯ. [1183, 616, 1497, 666]
vinaya-paragraph: ಹೊತ್ತುಕೊಳ್ಳುತ್ತಾರೆ. ಪರಿಣಾಮ ಮಕ್ಕಳಲ್ಲಿ ಮರೆತೋಗುವ ಭಾವನೆ ಬೆಳೆದು ಮುಂದೆ ಅವರೇ ತೊಂದರೆಗೆ ಒಳಗಾಗುತ್ತಾರೆ. ಗುರುಹಿರಿಯರಿಗೆ ಗೌರವ ಕೊಡುವುದನ್ನು ಮರೆಯುತ್ತಾರೆ. [864, 1307, 1171, 1357]
shloka-verse [45, 1090, 429, 1158]
manipur-col2 [864, 434, 1171, 1017]
vinaya-col1 [453, 1267, 852, 1835]
manipur-paragraph: ಜಠರಾಗ್ನಿಯು ನಿಮ್ಮ ದೇಹವನ್ನು ಶಕ್ತಿಯುತವಾಗಿ ಇಡುವುದು. ಆಹಾರವನ್ನು ಜೀರ್ಣವಾಗಿಸುವುದು ನಿಮ್ಮ ದೇಹದ ಶಾಖ. ಈ ಶಾಖದ ಸ್ಥಾನವೇ ಮಣಿಪುರ ಚಕ್ರ. ನಿಮ್ಮ ವ್ಯಕ್ತಿತ್ವದ ಧಾರಣಾ ಶಕ್ತಿಯನ್ನು ಇದು ನಿರ್ಧರಿಸುತ್ತದೆ. [1183, 481, 1497, 531]
verse-line: ಯಾದ್ಯಕ್ ಸಂಚಾತ ವಾಲುತಾನಿತಂ॥ [45, 1109, 174, 1122]
logo-text: ಹೊಸ ದಿಗಂತ [129, 43, 315, 89]
vinaya-col3 [1183, 1117, 1497, 1835]
newspaper-emblem-icon [54, 43, 109, 95]
manipur-subhead: ಏನಿದು ಧಾರಣಾ ಶಕ್ತಿ [864, 574, 950, 590]
bharata-paragraph: ರತೀಯ ಉಪಖಂಡದಲ್ಲಿ ಈಗ ಅರಾಜಕತೆಯ ಪರ್ವ. ಶ್ರೀಲಂಕಾ (2022) ಮತ್ತು ಬಾಂಗ್ಲಾದೇಶ (2024)ದ ಬಳಿಕ ಇದೀಗ ನೇಪಾಳದಲ್ಲೂ ಹಿಂಸಾತ್ಮಕ ಪ್ರತಿಭಟನೆ ನಡೆದು ಸರಕಾರ ಪತನಗೊಂಡಿದೆ. ಜೆನ್-ಝಡ್ ಹೆಸರಿನಲ್ಲಿ ಯುವಜನರು ಬೀದಿಗಿಳಿದರು. [106, 1952, 275, 2056]
vinaya-paragraph: ಅಹಂಕಾರ ಬಂದರೆ ವ್ಯಕ್ತಿ ಏಕಾಂಗಿಯಾಗುತ್ತಾನೆ. ವಿನಯವಿದ್ದರೆ ಎಲ್ಲರೂ ಜೊತೆಗಿರುತ್ತಾರೆ. ಇದೇ ಜೀವನದ ಸತ್ಯ. [1183, 1196, 1497, 1229]
manipur-paragraph: ಮತ್ತು ಆದರಿಂದ ಆದ ಮಹತ್ವಾಕಾಂಕ್ಷೆ ಬದಲಾಗುತ್ತಿರುತ್ತದೆ. ಪರಿಪೂರ್ಣ ಧಾರಣೆಯ ಫಲವಾಗಿ ನಿಮ್ಮ ಜೀವನದಲ್ಲಿ ಸಮತೋಲನ ಮೂಡುತ್ತದೆ. [453, 567, 852, 600]
bharata-paragraph: ಆದರೆ ಭಾರತದ ಪ್ರಜಾಪ್ರಭುತ್ವ ಅತ್ಯಂತ ಗಟ್ಟಿಯಾಗಿದೆ. ಇಲ್ಲಿನ ಸಾಂವಿಧಾನಿಕ ಸಂಸ್ಥೆಗಳು, ಚುನಾವಣಾ ವ್ಯವಸ್ಥೆ ಮತ್ತು ಜನರ ನಂಬಿಕೆ ಬಲವಾಗಿದೆ. ಪ್ರತಿಭಟನೆಗಳಿಂದ ಸರಕಾರ ಬದಲಿಸುವುದು ಸಾಧ್ಯವಿಲ್ಲ. [527, 1925, 757, 1993]
manipur-headline: ಮಣಿಪುರ ಚಕ್ರದ ಅವಲೋಕನ [653, 161, 1204, 230]
manipur-paragraph: ಧಾರಣಾ ಶಕ್ತಿ ಎಂದರೆ ಯಾವುದನ್ನೂ ಸ್ವೀಕರಿಸಿ ಅದನ್ನು ಸ್ಥಿರವಾಗಿ ಹಿಡಿದಿಡುವ ಸಾಮರ್ಥ್ಯ. ಅದು ಜ್ಞಾನವಾಗಿರಬಹುದು, ಅನುಭವವಾಗಿರಬಹುದು. [864, 753, 1171, 785]
vinaya-paragraph: ಸಂಘ-ಸಂಸ್ಥೆಗಳಲ್ಲಿ ಕೆಲಸ ಮಾಡುವ ಕಾರ್ಯಕರ್ತರಿಗೆ ವಿನಯ ಅತ್ಯಗತ್ಯ. ನಾನು ಎಂಬ ಭಾವ ಬಂದರೆ ಸಂಘಟನೆಯ ಒಗ್ಗಟ್ಟು ಕುಸಿಯುತ್ತದೆ. ಇದನ್ನೇ Ego Problem ಎನ್ನುತ್ತಾರೆ. [864, 1480, 1171, 1531]
bharata-paragraph: ಕೆಳಮಟ್ಟದ ದಂಗೆಗಳಿಗೆ ಭಾರತದಲ್ಲಿ ಬೆಂಬಲ ಸಿಗುವುದಿಲ್ಲ. ಸ್ಥಿರ ಸರಕಾರ ಮತ್ತು ಆರ್ಥಿಕ ಪ್ರಗತಿಯನ್ನು ಜನರು ಬಯಸುತ್ತಾರೆ. ಹೀಗಾಗಿ ಅರಾಜಕತೆಯ ಪ್ರಯತ್ನಗಳು ವಿಫಲವಾಗುತ್ತವೆ. [527, 2056, 757, 2125]
vinaya-paragraph: ಯೋಗ್ಯ ರೀತಿಯ ವಿದ್ಯೆಯು ವಿನಯವನ್ನು ಕಲಿಸುತ್ತದೆ. ವಿನಯದ ಗುಣದಿಂದ ಯೋಗ್ಯತೆ ಪ್ರಾಪ್ತವಾಗುತ್ತದೆ. ಯೋಗ್ಯತೆಯಿಂದ ಸಂಪತ್ತು ಲಭಿಸುತ್ತದೆ. ಸಂಪತ್ತು ಪ್ರಾಪ್ತವಾದಾಗ ಧರ್ಮದ ಹಾದಿಯಲ್ಲಿ ನಡೆಯಲು ಸಾಧ್ಯವಾಗುತ್ತದೆ. [453, 1268, 852, 1318]
manipur-paragraph: ನಿಮಗೆ ಅನೇಕ ಮಂತ್ರಗಳು, ವಿದ್ಯೆಗಳು ದೊರೆತರೂ ಅವುಗಳನ್ನು ಧಾರಣೆ ಮಾಡುವ ಸಾಮರ್ಥ್ಯ ಇಲ್ಲದಿದ್ದರೆ ಪ್ರಯೋಜನವಿಲ್ಲ. ಆದ್ದರಿಂದ ಮಣಿಪುರ ಚಕ್ರದ ಅವಲೋಕನ ಬಹಳ ಮುಖ್ಯ. [453, 450, 852, 482]
day-label: ಶನಿವಾರ [1461, 77, 1497, 93]
shloka-paragraph: ಆದರೆ ಸಜ್ಜನರು ನೀಚರ ನಡವಳಿಕೆಯಿಂದ ದೂರವಿದ್ದು, ತಮ್ಮ ಕರ್ತವ್ಯವನ್ನು ನಿರ್ವಹಿಸಬೇಕು. ನಿಂದೆ, ಅಪಮಾನಗಳನ್ನು ಮನಸ್ಸಿಗೆ ತೆಗೆದುಕೊಳ್ಳದೆ ಮುಂದುವರಿಯುವುದೇ ಜಾಣತನ. [223, 1434, 429, 1502]
article-end-icon: ◈ [1478, 2330, 1491, 2349]
manipur-paragraph: ಕ್ಕಳಿಂದ ನಾಲ್ಕು ಬೆರಳುಗಳಷ್ಟು ಮೇಲ್ಭಾಗಕ್ಕೆ ಇದೆ. ನಿಮ್ಮ ದೇಹದ ಮಣಿಪುರ ಚಕ್ರವಿದೆ. ಅದರ ಸುತ್ತಮುತ್ತ ನಿಮ್ಮ ಕರುಳು, ಜಠರದಿಂದ ದೊಡ್ಡಕರುಳಿನ ಭಾಗಗಳು ಬರುತ್ತವೆ. ಅದರ ಜೀರ್ಣಕ್ರಿಯೆಯನ್ನು ಉತ್ತೇಜಿಸುವುದು ಎಂದು ಹೇಳಲಾಗುತ್ತದೆ. [864, 600, 1171, 651]
manipur-paragraph: ನಿಮಗೆ ಅನೇಕ ಮಂತ್ರಗಳು, ವಿದ್ಯೆಗಳು ದೊರೆತರೂ ಅವುಗಳನ್ನು ಧಾರಣೆ ಮಾಡುವ ಸಾಮರ್ಥ್ಯ ಇಲ್ಲದಿದ್ದರೆ ಪ್ರಯೋಜನವಿಲ್ಲ. ಆದ್ದರಿಂದ ಮಣಿಪುರ ಚಕ್ರದ ಅವಲೋಕನ ಬಹಳ ಮುಖ್ಯ. [864, 657, 1171, 708]
edition-label: ಮಂಗಳೂರು [1442, 120, 1497, 136]
verse-line: ಪಾತ್ರತ್ವಾತ್ ಧನಮಾಪ್ನೋತಿ ಧನಾದ್ಧರ್ಮಂ ತತಃ ಸುಖಂ॥ [522, 1246, 725, 1260]
bharata-col3 [527, 1923, 757, 2349]
verse-line: ಆನ್ಯುಷ್ಟಾಭ್ಯೂವಾದೇನ ನೀಚಃ [45, 1126, 147, 1139]
bharata-paragraph: ಈ ಬೆಳವಣಿಗೆಗಳು ಭಾರತದಲ್ಲೂ ಇಂತಹ ಪರಿಸ್ಥಿತಿ ನಿರ್ಮಾಣವಾಗಬಹುದೇ ಎಂಬ ಪ್ರಶ್ನೆಯನ್ನು ಹುಟ್ಟುಹಾಕಿವೆ. ಕೆಲವು ರಾಜಕೀಯ ನಾಯಕರು ಇದನ್ನು ಪ್ರಚೋದಿಸುವ ಹೇಳಿಕೆ ನೀಡುತ್ತಿದ್ದಾರೆ. [1250, 1982, 1497, 2050]
manipur-paragraph: ನಿಮ್ಮ ದೇಹದೊಳಗಿನ ಅಗ್ನಿಯ ಮಂದವಾಗದಂತೆ ನೋಡಿಕೊಳ್ಳಬೇಕು. ಮಣಿಪುರ ಚಕ್ರ ಮಂದವಾದರೆ ನೀವು ಸುಲಭವಾಗಿ ಕೋಪಗೊಳ್ಳುತ್ತೀರಿ, ಆತ್ಮವಿಶ್ವಾಸ ಕಳೆದುಕೊಳ್ಳುತ್ತೀರಿ. [1183, 424, 1497, 474]
manipur-paragraph: ಈ ಚಕ್ರವನ್ನು ಸಕ್ರಿಯಗೊಳಿಸಲು ಪ್ರಾಣಾಯಾಮ, ಧ್ಯಾನ ಹಾಗೂ ಸೂರ್ಯನಮಸ್ಕಾರ ಸಹಕಾರಿ. ನಿಯಮಿತ ಆಹಾರ ಕ್ರಮ ಕೂಡ ಅಗತ್ಯ. [453, 527, 852, 560]
bharata-paragraph: ಈ ಬೆಳವಣಿಗೆಗಳು ಭಾರತದಲ್ಲೂ ಇಂತಹ ಪರಿಸ್ಥಿತಿ ನಿರ್ಮಾಣವಾಗಬಹುದೇ ಎಂಬ ಪ್ರಶ್ನೆಯನ್ನು ಹುಟ್ಟುಹಾಕಿವೆ. ಕೆಲವು ರಾಜಕೀಯ ನಾಯಕರು ಇದನ್ನು ಪ್ರಚೋದಿಸುವ ಹೇಳಿಕೆ ನೀಡುತ್ತಿದ್ದಾರೆ. [286, 1925, 516, 1993]
vinaya-paragraph: ಯೋಗ್ಯ ರೀತಿಯ ವಿದ್ಯೆಯು ವಿನಯವನ್ನು ಕಲಿಸುತ್ತದೆ. ವಿನಯದ ಗುಣದಿಂದ ಯೋಗ್ಯತೆ ಪ್ರಾಪ್ತವಾಗುತ್ತದೆ. ಯೋಗ್ಯತೆಯಿಂದ ಸಂಪತ್ತು ಲಭಿಸುತ್ತದೆ. ಸಂಪತ್ತು ಪ್ರಾಪ್ತವಾದಾಗ ಧರ್ಮದ ಹಾದಿಯಲ್ಲಿ ನಡೆಯಲು ಸಾಧ್ಯವಾಗುತ್ತದೆ. [1183, 1274, 1497, 1325]
editorial-dropcap: ನಿ [55, 274, 94, 355]
manipur-blurb: ನೀವು ಯಾವುದೇ ಧಾರಣಾ ಶಕ್ತಿಯನ್ನು ಹೊಂದಿಲ್ಲದಿದ್ದರೆ ಯಾವುದೇ ಮಂತ್ರಗಳು ನಿಮ್ಮ ಒಳಗೆ ಸೇರಿಕೊಳ್ಳುವುದಿಲ್ಲ. [453, 233, 839, 273]
manipur-paragraph: ಈ ಚಕ್ರವನ್ನು ಸಕ್ರಿಯಗೊಳಿಸಲು ಪ್ರಾಣಾಯಾಮ, ಧ್ಯಾನ ಹಾಗೂ ಸೂರ್ಯನಮಸ್ಕಾರ ಸಹಕಾರಿ. ನಿಯಮಿತ ಆಹಾರ ಕ್ರಮ ಕೂಡ ಅಗತ್ಯ. [864, 492, 1171, 524]
editorial-paragraph: ರಂತರವಾಗಿ ಸುಳ್ಳು ಹೇಳುತ್ತಾ ಬಂದರೆ ಕೊನೆಗೊಮ್ಮೆ ಅದು ಜನರಿಗೆ ಸತ್ಯವೆಂಬಂತೆ ಭಾಸವಾಗುತ್ತದೆ ಎಂಬ ನಾಜಿ ಪ್ರಚಾರಕರ್ತ ಗೊಬೆಲ್ಸ್ ಸಿದ್ಧಾಂತವನ್ನು ಕಾಂಗ್ರೆಸ್ ಮುಖಂಡ ರಾಹುಲ್ ಗಾಂಧಿ ಚಾಚೂ ತಪ್ಪದೆ ಪಾಲಿಸುತ್ತಿದ್ದಾರೆ. ಅವರ ಆಪರೇಷನ್ ಸಿಂದೂರ ಕುರಿತಾದ ಹೇಳಿಕೆಗಳಿಂದ ಹಿಡಿದು, ಇದೀಗ ಮತಗಳ್ಳತನದ ಆರೋಪಗಳವರೆಗೆ ಇದೇ ಸಿದ್ಧಾಂತ ಕೆಲಸ ಮಾಡುತ್ತಿದೆ. [123, 283, 415, 387]
manipur-dropcap: ಹೊ [453, 279, 569, 378]
editorial-body-2 [224, 438, 416, 595]
vinaya-paragraph: ಸಂಘಟನೆಯ ಕಾರ್ಯಕರ್ತರು ಸಾಮಾನ್ಯರ ಜೊತೆ ಬೆರೆತು ಕೆಲಸ ಮಾಡಿದಾಗ ಸಮಾಜದ ವಿಶ್ವಾಸ ಗಳಿಸುತ್ತಾರೆ. ಅಹಂಕಾರ ತೋರಿದರೆ ದೂರವಾಗುತ್ತಾರೆ. [453, 1559, 852, 1592]
shloka-paragraph: ಬಡತನ ದುಃಖದಿಂದ ನರಳುವುದು, ಜಡಬುದ್ಧಿಯಿಂದ ಕಾದ ಮರಣ ರಾಶಿಯ ಮೇಲೆ ಹೆಜ್ಜೆಯಿಡುವುದು. ಮತ್ತೊಬ್ಬರಿಂದ ಸ್ಥಾನ ಗಳಿಸದೆ ನೀಚನನ್ನು ಸಹಿಸುವುದು ಕಷ್ಟ ಎಂಬುದು ಶ್ಲೋಕದ ಅರ್ಥ. [45, 1692, 429, 1743]
bharata-paragraph: ಸಂವಿಧಾನದ ಚೌಕಟ್ಟಿನಲ್ಲಿ ನಡೆಯುವ ಚುನಾವಣೆಗಳೇ ಭಾರತದಲ್ಲಿ ಅಧಿಕಾರ ಬದಲಾವಣೆಯ ಏಕೈಕ ಮಾರ್ಗ. ಜನರು ಮತಪೆಟ್ಟಿಗೆಯ ಮೂಲಕ ತಮ್ಮ ನಿರ್ಧಾರ ತಿಳಿಸುತ್ತಾರೆ. [527, 1999, 757, 2050]
vinaya-paragraph: ಸಂಘಟನೆಯ ಕಾರ್ಯಕರ್ತರು ಸಾಮಾನ್ಯರ ಜೊತೆ ಬೆರೆತು ಕೆಲಸ ಮಾಡಿದಾಗ ಸಮಾಜದ ವಿಶ್ವಾಸ ಗಳಿಸುತ್ತಾರೆ. ಅಹಂಕಾರ ತೋರಿದರೆ ದೂರವಾಗುತ್ತಾರೆ. [864, 1403, 1171, 1435]
manipur-col3 [1183, 230, 1497, 1017]
editorial-paragraph: ದೇಶದಲ್ಲಿ ರೈತರ ಸಮಸ್ಯೆ, ನಿರುದ್ಯೋಗದಂತಹ ಅನೇಕ ನೈಜ ವಿಷಯಗಳಿವೆ. ಅವುಗಳನ್ನು ಮುಂದಿಟ್ಟು ರಚನಾತ್ಮಕ ವಿರೋಧ ನಡೆಸುವುದು ಪ್ರಜಾಪ್ರಭುತ್ವಕ್ಕೆ ಬಲ ನೀಡುತ್ತದೆ. ಸುಳ್ಳುಗಳ ಮೂಲಕ ಮತದಾರರ ವಿಶ್ವಾಸ ಗಳಿಸಲು ಸಾಧ್ಯವಿಲ್ಲ ಎಂಬುದನ್ನು ಕಾಂಗ್ರೆಸ್ ಅರಿಯಬೇಕಿದೆ. [54, 665, 415, 716]
verse-line: ಸ್ಕೃತದಲ್ಲಿ ಒಂದು ಸುಭಾಷಿತವಿದೆ [522, 1211, 638, 1225]
article-end-icon: ◈ [1478, 998, 1491, 1017]
shloka-intro [45, 1167, 429, 1336]
registration-dots: ● ● ● ● [952, 2353, 1038, 2372]
vinaya-paragraph: ಸಂಘ-ಸಂಸ್ಥೆಗಳಲ್ಲಿ ಕೆಲಸ ಮಾಡುವ ಕಾರ್ಯಕರ್ತರಿಗೆ ವಿನಯ ಅತ್ಯಗತ್ಯ. ನಾನು ಎಂಬ ಭಾವ ಬಂದರೆ ಸಂಘಟನೆಯ ಒಗ್ಗಟ್ಟು ಕುಸಿಯುತ್ತದೆ. ಇದನ್ನೇ Ego Problem ಎನ್ನುತ್ತಾರೆ. [453, 1364, 852, 1397]
